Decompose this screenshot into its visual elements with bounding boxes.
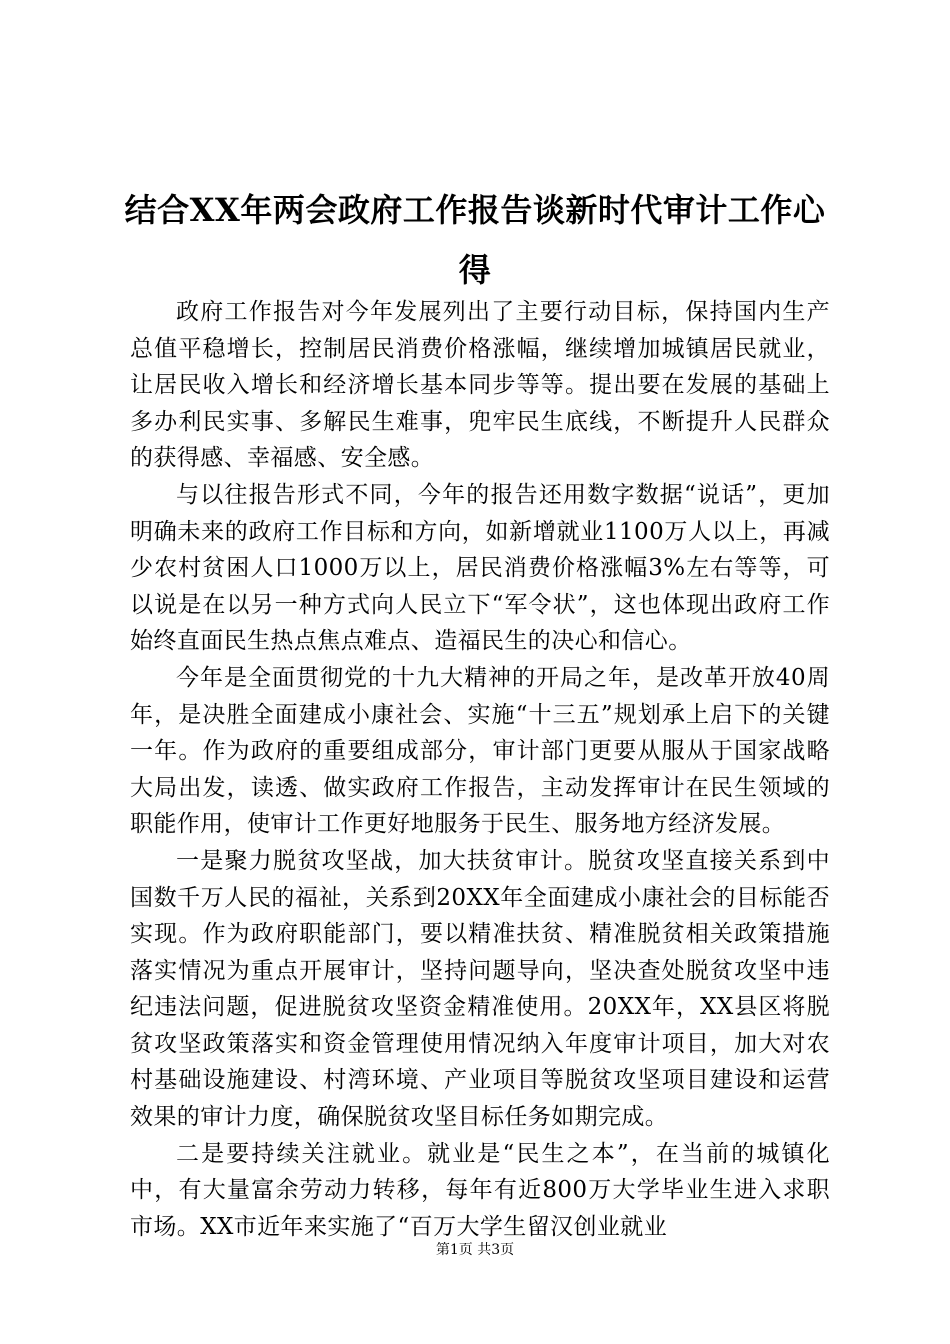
page-footer [0, 1240, 950, 1260]
document-title: 结合XX年两会政府工作报告谈新时代审计工作心得 [124, 191, 826, 289]
document-body [130, 294, 830, 1245]
paragraph: 今年是全面贯彻党的十九大精神的开局之年，是改革开放40周年，是决胜全面建成小康社会、实施“十三五”规划承上启下的关键一年。作为政府的重要组成部分，审计部门更要从服从于国家战略大局出发，读透、做实政府工作报告，主动发挥审计在民生领域的职能作用，使审计工作更好地服务于民生、服务地方经济发展。 [130, 664, 830, 838]
paragraph: 二是要持续关注就业。就业是“民生之本”，在当前的城镇化中，有大量富余劳动力转移，每年有近800万大学毕业生进入求职市场。XX市近年来实施了“百万大学生留汉创业就业 [130, 1140, 830, 1240]
paragraph: 一是聚力脱贫攻坚战，加大扶贫审计。脱贫攻坚直接关系到中国数千万人民的福祉，关系到20XX年全面建成小康社会的目标能否实现。作为政府职能部门，要以精准扶贫、精准脱贫相关政策措施落实情况为重点开展审计，坚持问题导向，坚决查处脱贫攻坚中违纪违法问题，促进脱贫攻坚资金精准使用。20XX年，XX县区将脱贫攻坚政策落实和资金管理使用情况纳入年度审计项目，加大对农村基础设施建设、村湾环境、产业项目等脱贫攻坚项目建设和运营效果的审计力度，确保脱贫攻坚目标任务如期完成。 [130, 847, 830, 1131]
paragraph: 与以往报告形式不同，今年的报告还用数字数据“说话”，更加明确未来的政府工作目标和方向，如新增就业1100万人以上，再减少农村贫困人口1000万以上，居民消费价格涨幅3%左右等等，可以说是在以另一种方式向人民立下“军令状”，这也体现出政府工作始终直面民生热点焦点难点、造福民生的决心和信心。 [130, 481, 830, 655]
page-number: 第1页 共3页 [435, 1242, 515, 1258]
paragraph: 政府工作报告对今年发展列出了主要行动目标，保持国内生产总值平稳增长，控制居民消费价格涨幅，继续增加城镇居民就业，让居民收入增长和经济增长基本同步等等。提出要在发展的基础上多办利民实事、多解民生难事，兜牢民生底线，不断提升人民群众的获得感、幸福感、安全感。 [130, 299, 830, 472]
